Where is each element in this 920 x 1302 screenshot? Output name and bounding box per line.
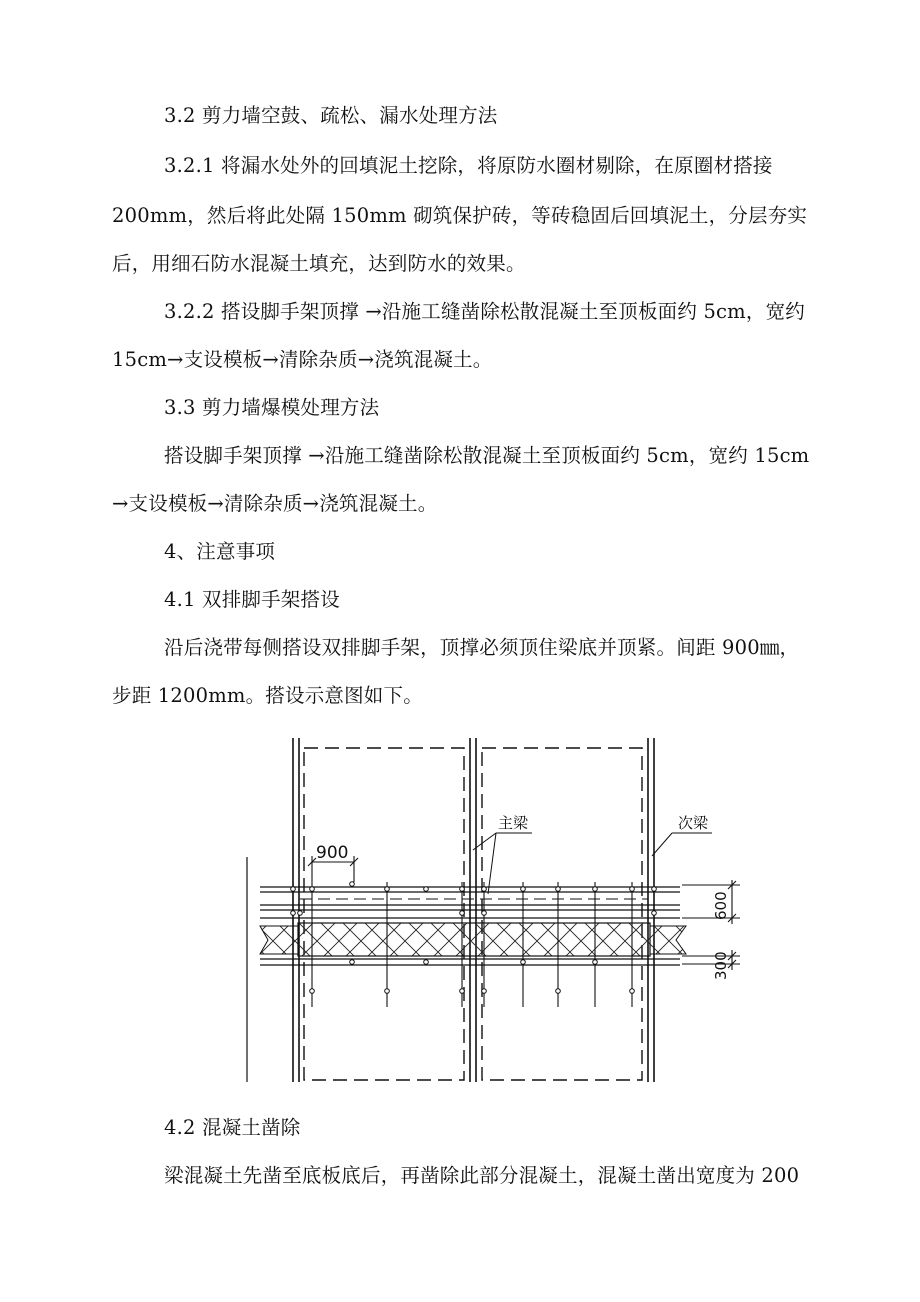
- dashed-outline-right: [482, 748, 642, 1080]
- paragraph-line: 15cm→支设模板→清除杂质→浇筑混凝土。: [112, 348, 493, 371]
- heading-4-1: 4.1 双排脚手架搭设: [164, 588, 340, 611]
- dim-300-label: 300: [712, 951, 730, 980]
- paragraph-line: 3.2.2 搭设脚手架顶撑 →沿施工缝凿除松散混凝土至顶板面约 5cm，宽约: [164, 300, 805, 323]
- dashed-outlines: [304, 748, 642, 1080]
- vertical-dimensions: [682, 880, 740, 970]
- heading-3-3: 3.3 剪力墙爆模处理方法: [164, 396, 380, 419]
- paragraph-line: 后，用细石防水混凝土填充，达到防水的效果。: [112, 252, 526, 275]
- heading-4: 4、注意事项: [164, 540, 276, 563]
- concrete-band: [298, 923, 650, 956]
- spacing-label: 900: [316, 843, 349, 863]
- paragraph-line: 沿后浇带每侧搭设双排脚手架，顶撑必须顶住梁底并顶紧。间距 900㎜，: [164, 636, 800, 659]
- heading-3-2: 3.2 剪力墙空鼓、疏松、漏水处理方法: [164, 104, 498, 127]
- concrete-band-left-break: [260, 926, 298, 954]
- dashed-outline-left: [304, 748, 464, 1080]
- dim-600-label: 600: [712, 891, 730, 920]
- paragraph-line: 200mm，然后将此处隔 150mm 砌筑保护砖，等砖稳固后回填泥土，分层夯实: [112, 204, 808, 227]
- concrete-band-right-break: [650, 926, 686, 954]
- paragraph-line: 3.2.1 将漏水处外的回填泥土挖除，将原防水圈材剔除，在原圈材搭接: [164, 154, 773, 177]
- paragraph-line: 步距 1200mm。搭设示意图如下。: [112, 684, 423, 707]
- secondary-beam-label: 次梁: [678, 814, 709, 832]
- secondary-beam-leader: [652, 833, 712, 856]
- paragraph-line: →支设模板→清除杂质→浇筑混凝土。: [112, 492, 438, 515]
- paragraph-line: 梁混凝土先凿至底板底后，再凿除此部分混凝土，混凝土凿出宽度为 200: [164, 1164, 800, 1187]
- heading-4-2: 4.2 混凝土凿除: [164, 1116, 301, 1139]
- main-beam-label: 主梁: [498, 814, 529, 832]
- scaffold-diagram: [240, 732, 760, 1092]
- paragraph-line: 搭设脚手架顶撑 →沿施工缝凿除松散混凝土至顶板面约 5cm，宽约 15cm: [164, 444, 810, 467]
